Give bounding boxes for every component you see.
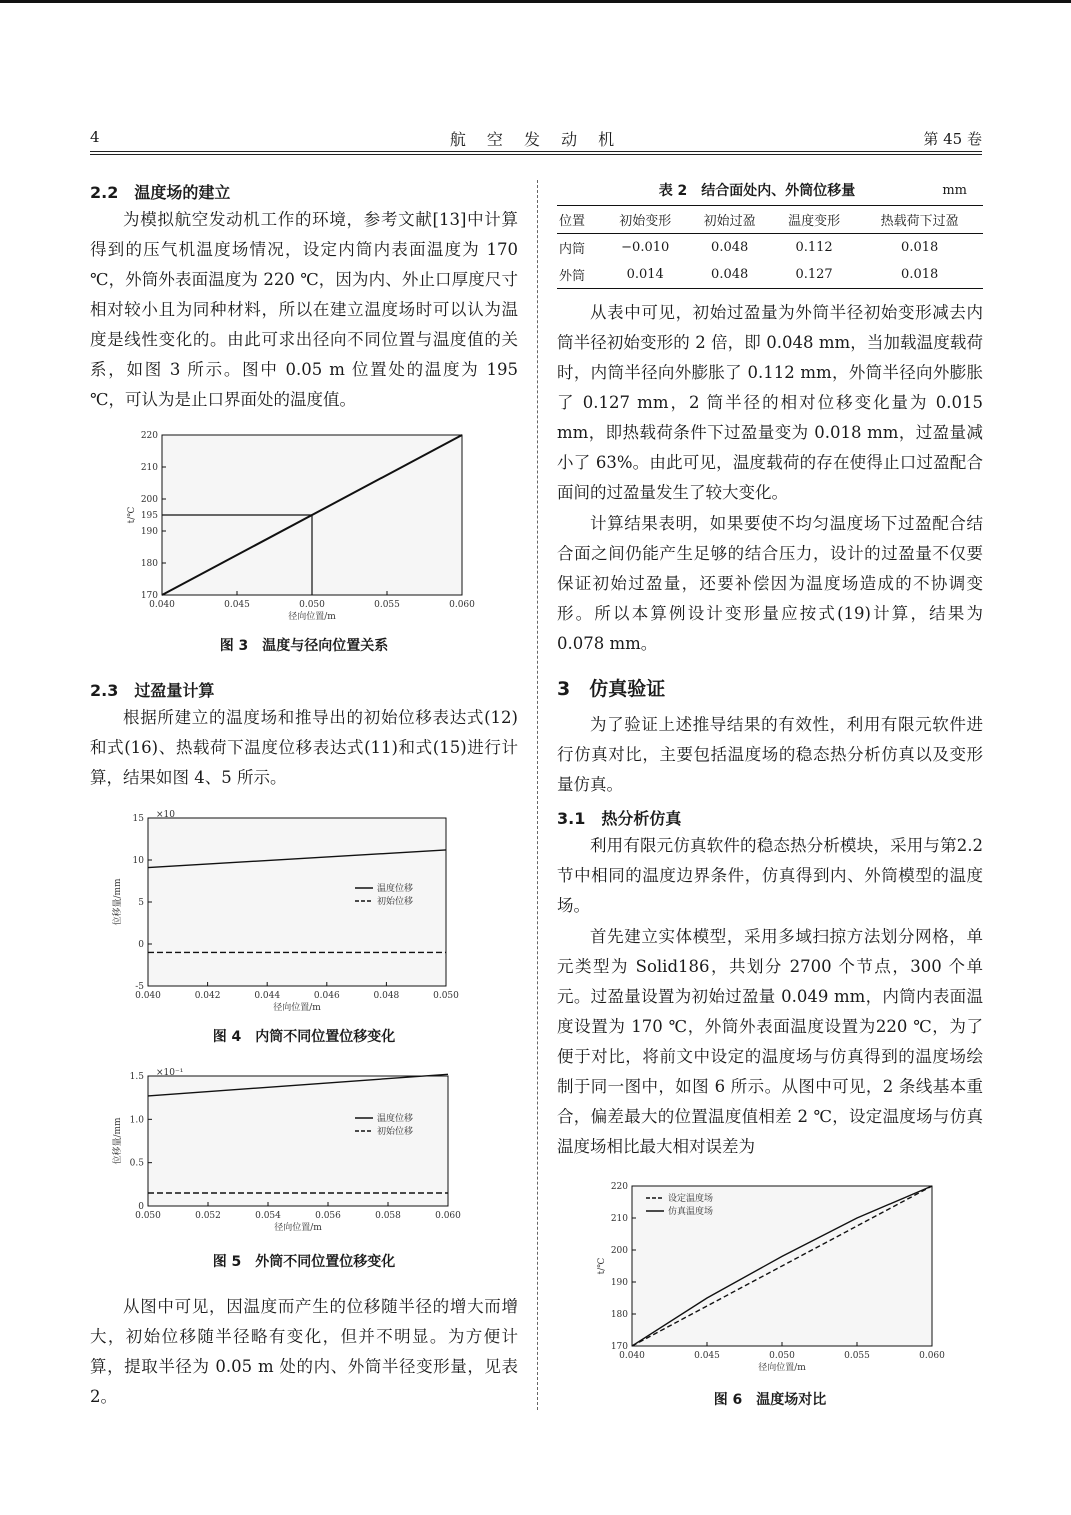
axis-multiplier: ×10: [156, 810, 175, 820]
figure-3-caption: 图 3 温度与径向位置关系: [219, 638, 389, 654]
y-tick-label: 190: [610, 1278, 628, 1288]
x-tick-label: 0.040: [619, 1351, 645, 1361]
table-header-cell: 初始变形: [619, 214, 672, 229]
y-tick-label: 1.0: [129, 1115, 144, 1126]
y-axis-label: t/℃: [127, 506, 137, 524]
x-tick-label: 0.044: [254, 991, 281, 1001]
x-tick-label: 0.060: [449, 600, 475, 610]
y-tick-label: 1.5: [129, 1072, 144, 1082]
x-axis-label: 径向位置/m: [273, 1003, 321, 1013]
y-tick-label: 180: [140, 559, 158, 569]
table-header-row: [557, 206, 983, 234]
y-tick-label: 200: [140, 495, 158, 505]
plot-area: [148, 1076, 448, 1206]
y-tick-label: 170: [610, 1342, 628, 1352]
x-tick-label: 0.048: [373, 991, 400, 1001]
x-tick-label: 0.055: [844, 1351, 870, 1361]
y-tick-label: 195: [140, 511, 158, 521]
x-tick-label: 0.052: [195, 1211, 221, 1221]
table-header-cell: 热载荷下过盈: [880, 214, 959, 229]
x-tick-label: 0.055: [374, 600, 400, 610]
section-2-3-title: 2.3 过盈量计算: [90, 681, 215, 700]
y-tick-label: 0: [138, 940, 144, 950]
y-tick-label: 180: [610, 1310, 628, 1320]
legend-label: 温度位移: [377, 884, 414, 894]
x-tick-label: 0.056: [315, 1211, 341, 1221]
y-tick-label: 220: [610, 1182, 628, 1192]
table-cell: 内筒: [559, 242, 586, 257]
table-cell: 外筒: [559, 269, 586, 284]
table-cell: 0.018: [901, 267, 939, 282]
section-3-1-paragraph-1: 利用有限元仿真软件的稳态热分析模块，采用与第2.2 节中相同的温度边界条件，仿真得到内、外筒模型的温度场。: [557, 836, 983, 915]
figure-4-chart: [110, 808, 470, 1018]
header-rule: [90, 151, 982, 152]
y-tick-label: -5: [135, 982, 144, 992]
section-2-2-title: 2.2 温度场的建立: [90, 183, 231, 202]
section-3-1-paragraph-2: 首先建立实体模型，采用多域扫掠方法划分网格，单元类型为 Solid186，共划分 2700 个节点，300 个单元。过盈量设置为初始过盈量 0.049 mm，内筒内表面温度设置为 170 ℃，外筒外表面温度设置为220 ℃，为了便于对比，将前文中设定的温度场与仿真得到的温度场绘制于同一图中，如图 6 所示。从图中可见，2 条线基本重合，偏差最大的位置温度值相差 2 ℃，设定温度场与仿真温度场相比最大相对误差为: [557, 927, 983, 1156]
table-cell: 0.048: [711, 267, 749, 282]
y-axis-label: 位移量/mm: [113, 878, 123, 926]
table-cell: 0.127: [795, 267, 833, 282]
table-cell: 0.048: [711, 240, 749, 255]
figure-4-caption: 图 4 内筒不同位置位移变化: [212, 1029, 396, 1045]
x-tick-label: 0.045: [224, 600, 250, 610]
figure-3-chart: [110, 425, 480, 625]
table-header-cell: 位置: [559, 214, 586, 229]
results-paragraph-1: 从表中可见，初始过盈量为外筒半径初始变形减去内筒半径初始变形的 2 倍，即 0.048 mm，当加载温度载荷时，内筒半径向外膨胀了 0.112 mm，外筒半径向外膨胀了 0.127 mm，2 筒半径的相对位移变化量为 0.015 mm，即热载荷条件下过盈量变为 0.018 mm，过盈量减小了 63%。由此可见，温度载荷的存在使得止口过盈配合面间的过盈量发生了较大变化。: [557, 303, 983, 502]
y-tick-label: 210: [140, 463, 158, 473]
x-tick-label: 0.042: [194, 991, 221, 1001]
y-axis-label: 位移量/mm: [113, 1117, 123, 1165]
table-cell: 0.014: [626, 267, 664, 282]
x-tick-label: 0.060: [919, 1351, 945, 1361]
legend-label: 温度位移: [377, 1114, 414, 1124]
x-axis-label: 径向位置/m: [758, 1363, 806, 1373]
y-axis-label: t/℃: [597, 1257, 607, 1275]
y-tick-label: 0: [138, 1202, 144, 1212]
x-tick-label: 0.050: [135, 1211, 161, 1221]
column-divider: [537, 180, 538, 1410]
y-tick-label: 10: [132, 856, 144, 866]
x-tick-label: 0.045: [694, 1351, 720, 1361]
y-tick-label: 5: [138, 898, 144, 908]
x-tick-label: 0.040: [149, 600, 175, 610]
table-row: [557, 261, 983, 289]
y-tick-label: 220: [140, 431, 158, 441]
y-tick-label: 170: [140, 591, 158, 601]
section-2-2-paragraph: 为模拟航空发动机工作的环境，参考文献[13]中计算得到的压气机温度场情况，设定内筒内表面温度为 170 ℃，外筒外表面温度为 220 ℃，因为内、外止口厚度尺寸相对较小且为同种材料，所以在建立温度场时可以认为温度是线性变化的。由此可求出径向不同位置与温度值的关系，如图 3 所示。图中 0.05 m 位置处的温度为 195 ℃，可认为是止口界面处的温度值。: [90, 210, 518, 409]
header-rule-2: [90, 154, 982, 155]
y-tick-label: 210: [610, 1214, 628, 1224]
legend-label: 设定温度场: [668, 1194, 714, 1204]
figure-6-chart: [590, 1178, 960, 1383]
table-header-cell: 初始过盈: [703, 214, 756, 229]
table-cell: 0.018: [901, 240, 939, 255]
table-cell: 0.112: [795, 240, 833, 255]
figure-5-chart: [110, 1066, 470, 1244]
x-tick-label: 0.054: [255, 1211, 281, 1221]
figure-6-caption: 图 6 温度场对比: [713, 1392, 827, 1408]
table-2-unit: mm: [942, 183, 967, 198]
table-2-title: 表 2 结合面处内、外筒位移量: [658, 183, 856, 199]
volume-label: 第 45 卷: [923, 130, 982, 148]
x-tick-label: 0.050: [769, 1351, 795, 1361]
x-axis-label: 径向位置/m: [288, 612, 336, 622]
y-tick-label: 15: [132, 814, 144, 824]
figure-5-caption: 图 5 外筒不同位置位移变化: [212, 1254, 396, 1270]
x-axis-label: 径向位置/m: [274, 1223, 322, 1233]
x-tick-label: 0.050: [299, 600, 325, 610]
axis-multiplier: ×10⁻¹: [156, 1068, 184, 1078]
y-tick-label: 0.5: [129, 1158, 144, 1169]
section-2-3-paragraph: 根据所建立的温度场和推导出的初始位移表达式(12)和式(16)、热载荷下温度位移表达式(11)和式(15)进行计算，结果如图 4、5 所示。: [90, 708, 518, 787]
section-2-3-paragraph-2: 从图中可见，因温度而产生的位移随半径的增大而增大，初始位移随半径略有变化，但并不明显。为方便计算，提取半径为 0.05 m 处的内、外筒半径变形量，见表 2。: [90, 1297, 518, 1406]
legend-label: 仿真温度场: [668, 1207, 714, 1217]
y-tick-label: 200: [610, 1246, 628, 1256]
journal-title: 航 空 发 动 机: [449, 130, 623, 149]
results-paragraph-2: 计算结果表明，如果要使不均匀温度场下过盈配合结合面之间仍能产生足够的结合压力，设计的过盈量不仅要保证初始过盈量，还要补偿因为温度场造成的不协调变形。所以本算例设计变形量应按式(19)计算，结果为 0.078 mm。: [557, 514, 983, 653]
x-tick-label: 0.060: [435, 1211, 461, 1221]
page-header: [90, 126, 982, 152]
top-border: [0, 0, 1071, 3]
page-number: 4: [90, 128, 100, 146]
table-cell: −0.010: [621, 240, 670, 255]
table-header-cell: 温度变形: [788, 214, 841, 229]
section-3-paragraph: 为了验证上述推导结果的有效性，利用有限元软件进行仿真对比，主要包括温度场的稳态热分析仿真以及变形量仿真。: [557, 715, 983, 794]
x-tick-label: 0.050: [433, 991, 459, 1001]
x-tick-label: 0.040: [135, 991, 161, 1001]
legend-label: 初始位移: [377, 897, 414, 907]
x-tick-label: 0.058: [375, 1211, 401, 1221]
section-3-title: 3 仿真验证: [557, 678, 666, 700]
x-tick-label: 0.046: [313, 991, 340, 1001]
table-2: [557, 205, 983, 289]
y-tick-label: 190: [140, 527, 158, 537]
section-3-1-title: 3.1 热分析仿真: [557, 809, 682, 828]
table-row: [557, 234, 983, 262]
legend-label: 初始位移: [377, 1127, 414, 1137]
